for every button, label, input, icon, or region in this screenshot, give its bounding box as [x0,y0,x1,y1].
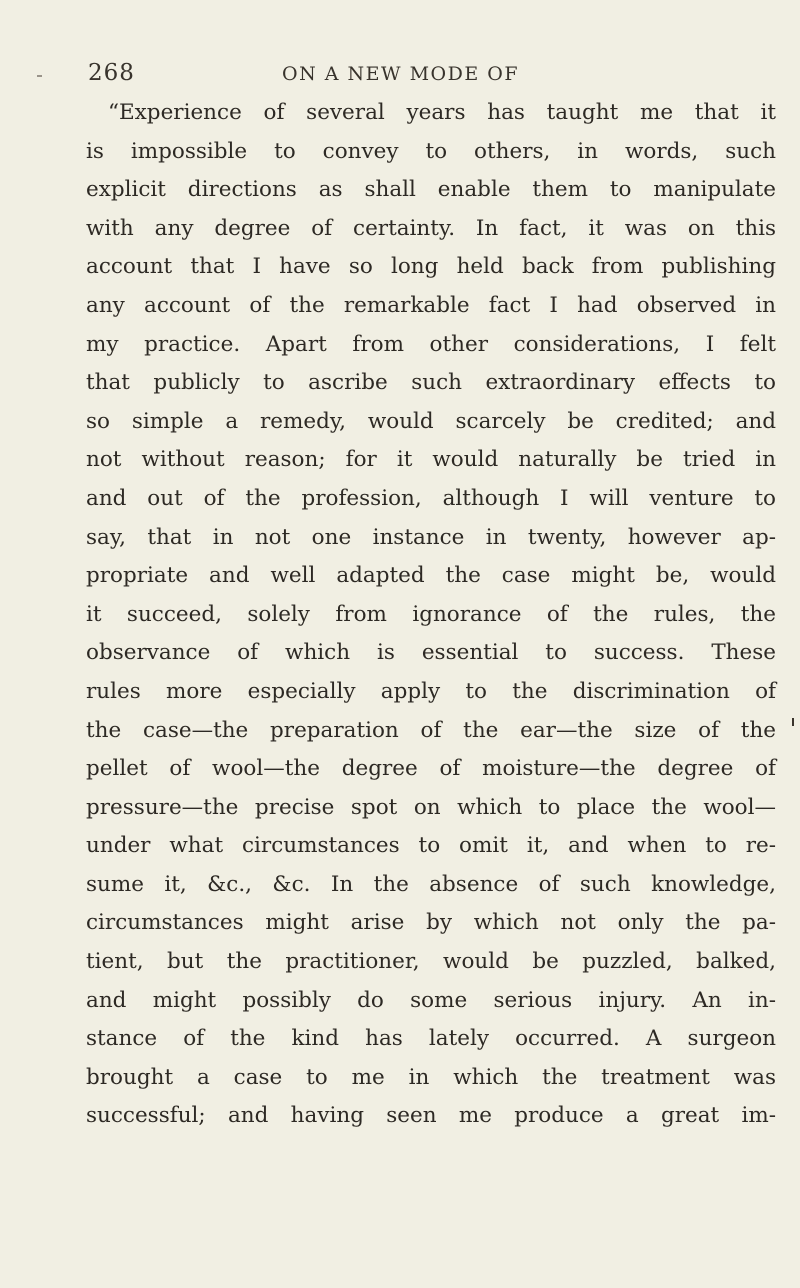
text-line: pellet of wool—the degree of moisture—the degree of [86,756,776,782]
text-line: account that I have so long held back from publishing [86,254,776,280]
text-line: is impossible to convey to others, in words, such [86,138,776,164]
margin-mark [792,718,794,726]
text-line: pressure—the precise spot on which to place the wool— [86,794,776,820]
text-line: stance of the kind has lately occurred. A surgeon [86,1026,776,1052]
edge-mark [37,75,42,77]
text-line: propriate and well adapted the case might be, would [86,563,776,589]
text-line: and might possibly do some serious injury. An in- [86,987,776,1013]
text-line: so simple a remedy, would scarcely be credited; and [86,408,776,434]
text-line: say, that in not one instance in twenty, however ap- [86,524,776,550]
body-text [86,94,776,1136]
text-line: that publicly to ascribe such extraordinary effects to [86,370,776,396]
text-line: the case—the preparation of the ear—the size of the [86,717,776,743]
text-line: explicit directions as shall enable them to manipulate [86,177,776,203]
text-line: brought a case to me in which the treatment was [86,1064,776,1090]
text-line: tient, but the practitioner, would be puzzled, balked, [86,949,776,975]
text-line: not without reason; for it would naturally be tried in [86,447,776,473]
text-line: and out of the profession, although I will venture to [86,485,776,511]
text-line: under what circumstances to omit it, and when to re- [86,833,776,859]
text-line: observance of which is essential to success. These [86,640,776,666]
text-line: successful; and having seen me produce a great im- [86,1103,776,1129]
text-line: rules more especially apply to the discrimination of [86,678,776,704]
text-line: it succeed, solely from ignorance of the rules, the [86,601,776,627]
text-line: circumstances might arise by which not only the pa- [86,910,776,936]
text-line: sume it, &c., &c. In the absence of such knowledge, [86,871,776,897]
page-number: 268 [88,60,135,86]
text-line: “Experience of several years has taught me that it [108,100,776,125]
page-header [88,60,728,90]
text-line: my practice. Apart from other considerations, I felt [86,331,776,357]
running-head: ON A NEW MODE OF [282,63,519,85]
text-line: with any degree of certainty. In fact, it was on this [86,215,776,241]
text-line: any account of the remarkable fact I had observed in [86,292,776,318]
